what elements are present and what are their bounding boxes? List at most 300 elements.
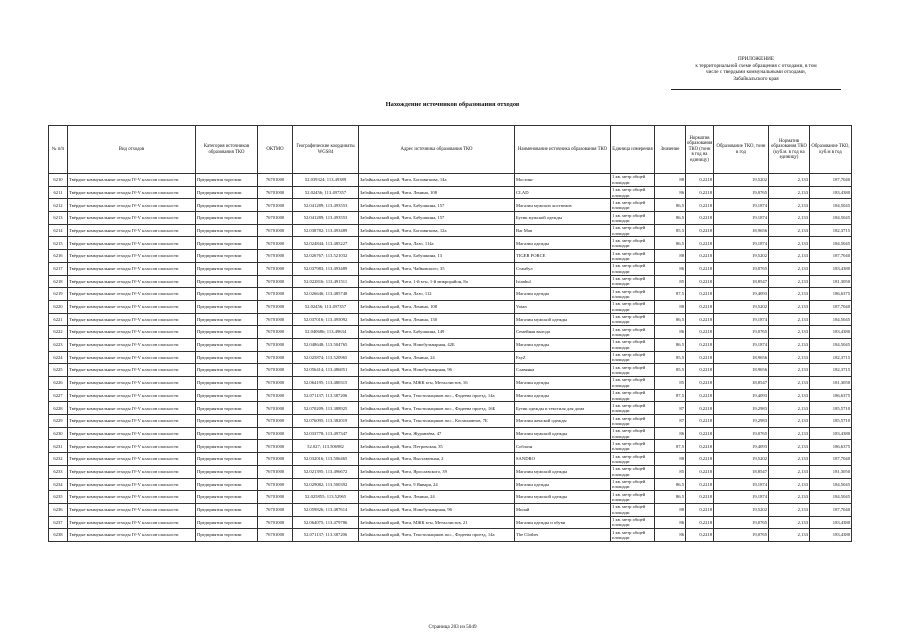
table-cell: 87,5 bbox=[655, 288, 686, 301]
table-cell: 52.064075; 113.479786 bbox=[293, 516, 359, 529]
table-cell: 0,2218 bbox=[686, 300, 714, 313]
table-cell: 76701000 bbox=[258, 529, 293, 542]
table-cell: Твёрдые коммунальные отходы IV-V классов опасности bbox=[68, 326, 196, 339]
table-cell: 86 bbox=[655, 516, 686, 529]
table-row bbox=[49, 262, 852, 275]
table-cell: 6234 bbox=[49, 478, 68, 491]
table-cell: Соблазн bbox=[515, 440, 611, 453]
table-cell: 6226 bbox=[49, 377, 68, 390]
table-cell: 76701000 bbox=[258, 377, 293, 390]
table-cell: 182,3715 bbox=[810, 351, 852, 364]
table-cell: 6230 bbox=[49, 427, 68, 440]
table-cell: 2,133 bbox=[769, 186, 810, 199]
table-cell: 19,0765 bbox=[714, 529, 769, 542]
table-row bbox=[49, 212, 852, 225]
table-row bbox=[49, 250, 852, 263]
table-cell: Магазин одежды bbox=[515, 478, 611, 491]
table-cell: Забайкальский край, Чита, Ленина, 24 bbox=[359, 351, 515, 364]
table-cell: 1 кв. метр общей площади bbox=[611, 338, 655, 351]
table-cell: Предприятия торговли bbox=[196, 288, 258, 301]
table-cell: Предприятия торговли bbox=[196, 199, 258, 212]
table-cell: 2,133 bbox=[769, 529, 810, 542]
table-cell: 52.071137; 113.387206 bbox=[293, 389, 359, 402]
table-cell: 76701000 bbox=[258, 199, 293, 212]
table-cell: 85 bbox=[655, 377, 686, 390]
table-cell: 86 bbox=[655, 326, 686, 339]
table-cell: 52.038782; 113.493489 bbox=[293, 224, 359, 237]
table-cell: Предприятия торговли bbox=[196, 174, 258, 187]
table-cell: Твёрдые коммунальные отходы IV-V классов опасности bbox=[68, 237, 196, 250]
appendix-note bbox=[671, 56, 841, 90]
table-cell: Забайкальский край, Чита, 9 Января, 24 bbox=[359, 478, 515, 491]
table-cell: 18,9656 bbox=[714, 364, 769, 377]
table-row bbox=[49, 529, 852, 542]
table-cell: 52.064195; 113.480315 bbox=[293, 377, 359, 390]
table-cell: 2,133 bbox=[769, 503, 810, 516]
table-cell: Твёрдые коммунальные отходы IV-V классов опасности bbox=[68, 503, 196, 516]
table-cell: 86 bbox=[655, 427, 686, 440]
table-cell: 76701000 bbox=[258, 250, 293, 263]
table-cell: Предприятия торговли bbox=[196, 465, 258, 478]
table-cell: 86,5 bbox=[655, 478, 686, 491]
table-cell: Твёрдые коммунальные отходы IV-V классов опасности bbox=[68, 300, 196, 313]
table-cell: 0,2218 bbox=[686, 262, 714, 275]
table-cell: Забайкальский край, Чита, Чайковского, 35 bbox=[359, 262, 515, 275]
table-cell: 6220 bbox=[49, 300, 68, 313]
table-cell: 76701000 bbox=[258, 338, 293, 351]
table-row bbox=[49, 478, 852, 491]
table-cell: Предприятия торговли bbox=[196, 338, 258, 351]
table-cell: 52.022816; 113.491511 bbox=[293, 275, 359, 288]
table-cell: 184,5045 bbox=[810, 237, 852, 250]
table-cell: Забайкальский край, Чита, Новобульварная, 96 bbox=[359, 364, 515, 377]
table-cell: 183,4380 bbox=[810, 516, 852, 529]
table-cell: Твёрдые коммунальные отходы IV-V классов опасности bbox=[68, 212, 196, 225]
table-cell: Магазин мужской одежды bbox=[515, 465, 611, 478]
table-cell: 0,2218 bbox=[686, 326, 714, 339]
table-cell: Забайкальский край, Чита, Ленина, 130 bbox=[359, 313, 515, 326]
table-cell: Забайкальский край, Чита, Лазо, 114а bbox=[359, 237, 515, 250]
table-cell: 85,5 bbox=[655, 364, 686, 377]
table-cell: 6216 bbox=[49, 250, 68, 263]
table-cell: Твёрдые коммунальные отходы IV-V классов опасности bbox=[68, 351, 196, 364]
table-cell: 76701000 bbox=[258, 212, 293, 225]
table-cell: 0,2218 bbox=[686, 415, 714, 428]
table-row bbox=[49, 174, 852, 187]
table-cell: 1 кв. метр общей площади bbox=[611, 453, 655, 466]
table-cell: 1 кв. метр общей площади bbox=[611, 389, 655, 402]
table-cell: 1 кв. метр общей площади bbox=[611, 250, 655, 263]
table-cell: 0,2218 bbox=[686, 440, 714, 453]
table-cell: Твёрдые коммунальные отходы IV-V классов опасности bbox=[68, 529, 196, 542]
table-cell: Твёрдые коммунальные отходы IV-V классов опасности bbox=[68, 364, 196, 377]
table-cell: 1 кв. метр общей площади bbox=[611, 478, 655, 491]
table-cell: 6222 bbox=[49, 326, 68, 339]
table-cell: 19,1874 bbox=[714, 338, 769, 351]
table-cell: 52.024844; 113.485227 bbox=[293, 237, 359, 250]
table-cell: Твёрдые коммунальные отходы IV-V классов опасности bbox=[68, 465, 196, 478]
table-cell: 6224 bbox=[49, 351, 68, 364]
table-cell: Забайкальский край, Чита, Ярославского, 39 bbox=[359, 465, 515, 478]
table-cell: 76701000 bbox=[258, 389, 293, 402]
table-cell: Магазин мужских костюмов bbox=[515, 199, 611, 212]
table-cell: Забайкальский край, Чита, Богомягкова, 12а bbox=[359, 224, 515, 237]
table-cell: 0,2218 bbox=[686, 516, 714, 529]
table-cell: 0,2218 bbox=[686, 364, 714, 377]
table-cell: 87 bbox=[655, 402, 686, 415]
table-cell: 86 bbox=[655, 262, 686, 275]
table-cell: 184,5045 bbox=[810, 313, 852, 326]
table-cell: 1 кв. метр общей площади bbox=[611, 440, 655, 453]
table-cell: 52.056414; 113.486851 bbox=[293, 364, 359, 377]
table-cell: 18,9656 bbox=[714, 351, 769, 364]
table-cell: 52.071137; 113.387206 bbox=[293, 529, 359, 542]
header-waste-type: Вид отходов bbox=[68, 126, 196, 174]
table-cell: 1 кв. метр общей площади bbox=[611, 402, 655, 415]
table-cell: 18,9656 bbox=[714, 224, 769, 237]
table-cell: Бутик одежды и текстиля для дома bbox=[515, 402, 611, 415]
table-cell: 6211 bbox=[49, 186, 68, 199]
table-cell: 1 кв. метр общей площади bbox=[611, 288, 655, 301]
table-cell: Предприятия торговли bbox=[196, 503, 258, 516]
table-row bbox=[49, 237, 852, 250]
table-cell: 52.025855; 113.52965 bbox=[293, 491, 359, 504]
table-cell: Твёрдые коммунальные отходы IV-V классов опасности bbox=[68, 478, 196, 491]
table-cell: Стамбул bbox=[515, 262, 611, 275]
table-cell: Забайкальский край, Чита, МЖК м-н, Металлистов, 16 bbox=[359, 377, 515, 390]
table-cell: Предприятия торговли bbox=[196, 491, 258, 504]
table-cell: TIGER FORCE bbox=[515, 250, 611, 263]
table-cell: Бутик мужской одежды bbox=[515, 212, 611, 225]
table-row bbox=[49, 199, 852, 212]
table-cell: Votan bbox=[515, 300, 611, 313]
table-cell: 2,133 bbox=[769, 415, 810, 428]
table-cell: 76701000 bbox=[258, 351, 293, 364]
table-cell: 0,2218 bbox=[686, 377, 714, 390]
table-row bbox=[49, 516, 852, 529]
table-cell: 19,5202 bbox=[714, 174, 769, 187]
table-cell: 88 bbox=[655, 503, 686, 516]
header-coordinates: Географические координаты WGS84 bbox=[293, 126, 359, 174]
table-cell: Забайкальский край, Чита, Выставочная, 2 bbox=[359, 453, 515, 466]
table-cell: 1 кв. метр общей площади bbox=[611, 351, 655, 364]
table-cell: 181,3050 bbox=[810, 377, 852, 390]
table-cell: 6229 bbox=[49, 415, 68, 428]
table-cell: Твёрдые коммунальные отходы IV-V классов опасности bbox=[68, 402, 196, 415]
table-cell: 6217 bbox=[49, 262, 68, 275]
table-cell: 52.029082; 113.500392 bbox=[293, 478, 359, 491]
table-cell: 19,4093 bbox=[714, 389, 769, 402]
table-cell: 52.037016; 113.495092 bbox=[293, 313, 359, 326]
table-cell: 85 bbox=[655, 465, 686, 478]
table-cell: Предприятия торговли bbox=[196, 478, 258, 491]
table-cell: 52.025874; 113.520965 bbox=[293, 351, 359, 364]
table-cell: Забайкальский край, Чита, Ленина, 108 bbox=[359, 300, 515, 313]
table-cell: 6215 bbox=[49, 237, 68, 250]
table-cell: 19,1874 bbox=[714, 199, 769, 212]
table-cell: The Clothes bbox=[515, 529, 611, 542]
table-cell: Предприятия торговли bbox=[196, 186, 258, 199]
table-cell: SANDRO bbox=[515, 453, 611, 466]
table-row bbox=[49, 440, 852, 453]
table-cell: 19,1874 bbox=[714, 478, 769, 491]
header-source-name: Наименование источника образования ТКО bbox=[515, 126, 611, 174]
table-cell: 184,5045 bbox=[810, 491, 852, 504]
table-cell: 18,8547 bbox=[714, 377, 769, 390]
table-cell: Магазин одежды bbox=[515, 338, 611, 351]
table-cell: 0,2218 bbox=[686, 465, 714, 478]
table-cell: 52.041289; 113.493553 bbox=[293, 212, 359, 225]
table-cell: 1 кв. метр общей площади bbox=[611, 313, 655, 326]
table-row bbox=[49, 224, 852, 237]
table-cell: Предприятия торговли bbox=[196, 415, 258, 428]
table-cell: Забайкальский край, Чита, Бабушкина, 157 bbox=[359, 199, 515, 212]
table-cell: 2,133 bbox=[769, 377, 810, 390]
table-cell: Забайкальский край, Чита, Текстильщиков пос., Фадеева проезд, 14а bbox=[359, 529, 515, 542]
table-cell: Предприятия торговли bbox=[196, 237, 258, 250]
table-cell: Магазин одежды bbox=[515, 389, 611, 402]
header-row bbox=[49, 126, 852, 174]
table-cell: 86,5 bbox=[655, 313, 686, 326]
table-cell: Предприятия торговли bbox=[196, 427, 258, 440]
table-cell: 87,5 bbox=[655, 440, 686, 453]
table-cell: 76701000 bbox=[258, 516, 293, 529]
table-row bbox=[49, 364, 852, 377]
appendix-line: к территориальной схеме обращения с отходами, в том bbox=[695, 62, 817, 69]
table-cell: 76701000 bbox=[258, 453, 293, 466]
table-cell: 186,6375 bbox=[810, 288, 852, 301]
table-cell: 6212 bbox=[49, 199, 68, 212]
table-cell: Твёрдые коммунальные отходы IV-V классов опасности bbox=[68, 377, 196, 390]
table-cell: 76701000 bbox=[258, 313, 293, 326]
table-cell: 52.021395; 113.496672 bbox=[293, 465, 359, 478]
table-row bbox=[49, 288, 852, 301]
table-cell: Забайкальский край, Чита, Бабушкина, 13 bbox=[359, 250, 515, 263]
table-cell: 52.041289; 113.493553 bbox=[293, 199, 359, 212]
table-cell: Твёрдые коммунальные отходы IV-V классов опасности bbox=[68, 262, 196, 275]
table-cell: 6228 bbox=[49, 402, 68, 415]
table-cell: 52.032016; 113.506465 bbox=[293, 453, 359, 466]
table-cell: 19,0765 bbox=[714, 516, 769, 529]
table-cell: Твёрдые коммунальные отходы IV-V классов опасности bbox=[68, 427, 196, 440]
table-cell: 1 кв. метр общей площади bbox=[611, 491, 655, 504]
table-cell: 6227 bbox=[49, 389, 68, 402]
table-cell: 2,133 bbox=[769, 250, 810, 263]
table-cell: Магазин одежды bbox=[515, 237, 611, 250]
table-cell: 2,133 bbox=[769, 465, 810, 478]
table-cell: Твёрдые коммунальные отходы IV-V классов опасности bbox=[68, 453, 196, 466]
table-cell: Мостинг bbox=[515, 174, 611, 187]
table-cell: Bar Man bbox=[515, 224, 611, 237]
table-cell: 181,3050 bbox=[810, 465, 852, 478]
table-cell: 6213 bbox=[49, 212, 68, 225]
table-row bbox=[49, 389, 852, 402]
table-cell: 2,133 bbox=[769, 491, 810, 504]
table-cell: 1 кв. метр общей площади bbox=[611, 300, 655, 313]
table-cell: 1 кв. метр общей площади bbox=[611, 224, 655, 237]
table-cell: 187,7040 bbox=[810, 453, 852, 466]
table-cell: 88 bbox=[655, 453, 686, 466]
table-row bbox=[49, 300, 852, 313]
table-cell: 2,133 bbox=[769, 326, 810, 339]
table-cell: 6236 bbox=[49, 503, 68, 516]
header-value: Значение bbox=[655, 126, 686, 174]
table-cell: 0,2218 bbox=[686, 503, 714, 516]
table-row bbox=[49, 338, 852, 351]
table-cell: Магазин одежды bbox=[515, 288, 611, 301]
table-row bbox=[49, 415, 852, 428]
document-title: Нахождение источников образования отходов bbox=[385, 101, 520, 108]
table-cell: 2,133 bbox=[769, 351, 810, 364]
table-cell: 6221 bbox=[49, 313, 68, 326]
table-cell: Забайкальский край, Чита, Журавлёва, 47 bbox=[359, 427, 515, 440]
table-cell: 52.070209; 113.388925 bbox=[293, 402, 359, 415]
table-cell: 6235 bbox=[49, 491, 68, 504]
table-cell: 76701000 bbox=[258, 174, 293, 187]
table-cell: Предприятия торговли bbox=[196, 275, 258, 288]
table-cell: 1 кв. метр общей площади bbox=[611, 415, 655, 428]
table-row bbox=[49, 402, 852, 415]
table-cell: Магазин одежды bbox=[515, 377, 611, 390]
table-cell: Забайкальский край, Чита, Текстильщиков пос., Фадеева проезд, 14а bbox=[359, 389, 515, 402]
table-cell: 76701000 bbox=[258, 300, 293, 313]
table-cell: Магазин мужской одежды bbox=[515, 491, 611, 504]
table-cell: 76701000 bbox=[258, 503, 293, 516]
table-cell: Предприятия торговли bbox=[196, 453, 258, 466]
table-cell: 184,5045 bbox=[810, 478, 852, 491]
header-norm-tons: Норматив образования ТКО (тонн в год на единицу) bbox=[686, 126, 714, 174]
table-cell: 76701000 bbox=[258, 237, 293, 250]
table-cell: 52.02456; 113.497357 bbox=[293, 300, 359, 313]
table-cell: 1 кв. метр общей площади bbox=[611, 199, 655, 212]
table-cell: 76701000 bbox=[258, 224, 293, 237]
table-cell: Забайкальский край, Чита, Бабушкина, 157 bbox=[359, 212, 515, 225]
table-cell: 19,0765 bbox=[714, 262, 769, 275]
table-cell: 86 bbox=[655, 186, 686, 199]
table-cell: 52.037983; 113.493489 bbox=[293, 262, 359, 275]
table-cell: 1 кв. метр общей площади bbox=[611, 174, 655, 187]
table-cell: Забайкальский край, Чита, Ленина, 108 bbox=[359, 186, 515, 199]
table-cell: 76701000 bbox=[258, 262, 293, 275]
table-cell: 88 bbox=[655, 250, 686, 263]
table-cell: 1 кв. метр общей площади bbox=[611, 503, 655, 516]
table-cell: 0,2218 bbox=[686, 199, 714, 212]
table-cell: 6237 bbox=[49, 516, 68, 529]
table-row bbox=[49, 503, 852, 516]
table-cell: 0,2218 bbox=[686, 186, 714, 199]
table-cell: 52.076095; 113.382019 bbox=[293, 415, 359, 428]
table-cell: 87,5 bbox=[655, 389, 686, 402]
table-row bbox=[49, 427, 852, 440]
table-cell: 2,133 bbox=[769, 516, 810, 529]
table-cell: 1 кв. метр общей площади bbox=[611, 377, 655, 390]
table-cell: 86,5 bbox=[655, 212, 686, 225]
table-cell: 76701000 bbox=[258, 478, 293, 491]
table-cell: 1 кв. метр общей площади bbox=[611, 465, 655, 478]
header-tko-tons: Образование ТКО, тонн в год bbox=[714, 126, 769, 174]
header-address: Адрес источника образования ТКО bbox=[359, 126, 515, 174]
table-cell: 76701000 bbox=[258, 186, 293, 199]
table-cell: 2,133 bbox=[769, 364, 810, 377]
table-cell: 2,133 bbox=[769, 300, 810, 313]
table-cell: 85 bbox=[655, 275, 686, 288]
table-cell: 88 bbox=[655, 300, 686, 313]
table-cell: 76701000 bbox=[258, 402, 293, 415]
table-cell: Предприятия торговли bbox=[196, 402, 258, 415]
table-cell: 2,133 bbox=[769, 174, 810, 187]
table-row bbox=[49, 377, 852, 390]
table-cell: Славянка bbox=[515, 364, 611, 377]
table-cell: 1 кв. метр общей площади bbox=[611, 262, 655, 275]
table-cell: 1 кв. метр общей площади bbox=[611, 237, 655, 250]
table-cell: Твёрдые коммунальные отходы IV-V классов опасности bbox=[68, 288, 196, 301]
table-cell: 2,133 bbox=[769, 262, 810, 275]
table-cell: 0,2218 bbox=[686, 389, 714, 402]
table-cell: 19,2983 bbox=[714, 402, 769, 415]
appendix-line: ПРИЛОЖЕНИЕ bbox=[738, 56, 774, 62]
header-category: Категория источников образования ТКО bbox=[196, 126, 258, 174]
table-cell: Твёрдые коммунальные отходы IV-V классов опасности bbox=[68, 415, 196, 428]
table-cell: 87 bbox=[655, 415, 686, 428]
table-cell: Магазин одежды и обуви bbox=[515, 516, 611, 529]
table-cell: 19,0765 bbox=[714, 427, 769, 440]
table-cell: Предприятия торговли bbox=[196, 389, 258, 402]
table-cell: Твёрдые коммунальные отходы IV-V классов опасности bbox=[68, 224, 196, 237]
table-cell: 52.039324; 113.49389 bbox=[293, 174, 359, 187]
table-cell: 0,2218 bbox=[686, 275, 714, 288]
table-cell: 2,133 bbox=[769, 288, 810, 301]
table-cell: Милай bbox=[515, 503, 611, 516]
table-cell: Забайкальский край, Чита, 1-й м-н, 1-й микрорайон, 8а bbox=[359, 275, 515, 288]
table-cell: 19,0765 bbox=[714, 326, 769, 339]
table-cell: 2,133 bbox=[769, 427, 810, 440]
table-cell: 6231 bbox=[49, 440, 68, 453]
table-cell: Предприятия торговли bbox=[196, 364, 258, 377]
appendix-line: числе с твердыми коммунальными отходами, bbox=[705, 69, 806, 76]
table-cell: Твёрдые коммунальные отходы IV-V классов опасности bbox=[68, 174, 196, 187]
table-cell: 1 кв. метр общей площади bbox=[611, 427, 655, 440]
table-cell: 6223 bbox=[49, 338, 68, 351]
table-cell: 182,3715 bbox=[810, 224, 852, 237]
table-cell: Забайкальский край, Чита, Текстильщиков пос., Космонавтов, 7Б bbox=[359, 415, 515, 428]
table-cell: 19,5202 bbox=[714, 503, 769, 516]
table-row bbox=[49, 453, 852, 466]
header-unit: Единица измерения bbox=[611, 126, 655, 174]
table-cell: Предприятия торговли bbox=[196, 212, 258, 225]
table-cell: 181,3050 bbox=[810, 275, 852, 288]
table-cell: FayZ bbox=[515, 351, 611, 364]
table-cell: 19,5202 bbox=[714, 250, 769, 263]
table-cell: 86,5 bbox=[655, 237, 686, 250]
table-cell: 187,7040 bbox=[810, 503, 852, 516]
header-tko-m3: Образование ТКО, куб.м в год bbox=[810, 126, 852, 174]
table-cell: Предприятия торговли bbox=[196, 313, 258, 326]
table-cell: 0,2218 bbox=[686, 478, 714, 491]
table-cell: 0,2218 bbox=[686, 529, 714, 542]
table-cell: 6210 bbox=[49, 174, 68, 187]
table-cell: 86 bbox=[655, 529, 686, 542]
table-cell: 52.026767; 113.521032 bbox=[293, 250, 359, 263]
table-cell: 187,7040 bbox=[810, 300, 852, 313]
table-cell: Забайкальский край, Чита, Бабушкина, 149 bbox=[359, 326, 515, 339]
table-row bbox=[49, 465, 852, 478]
table-cell: 6218 bbox=[49, 275, 68, 288]
table-row bbox=[49, 491, 852, 504]
table-cell: 18,8547 bbox=[714, 275, 769, 288]
table-cell: Магазин мужской одежды bbox=[515, 313, 611, 326]
table-cell: 52.027; 113.506982 bbox=[293, 440, 359, 453]
table-cell: 0,2218 bbox=[686, 453, 714, 466]
